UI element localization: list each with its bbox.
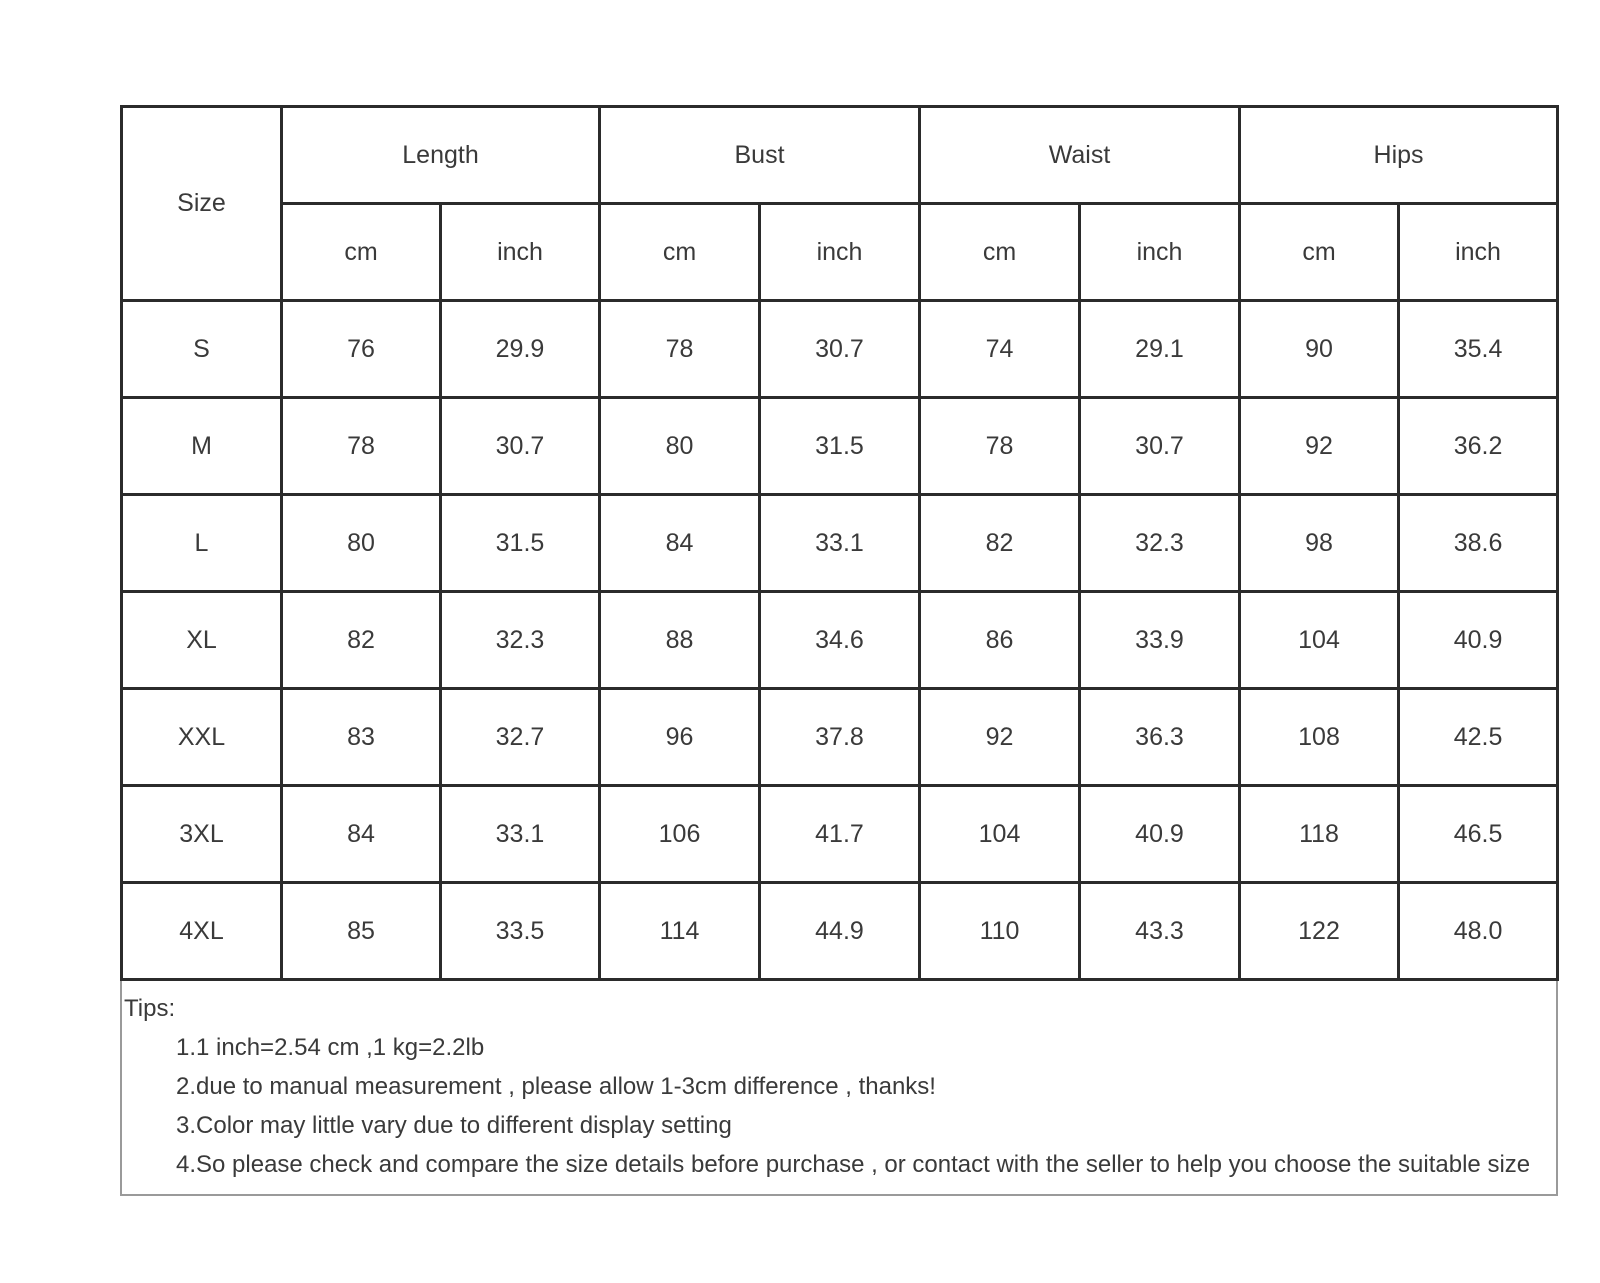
- waist-inch-cell: 29.1: [1080, 301, 1240, 398]
- waist-inch-cell: 36.3: [1080, 689, 1240, 786]
- bust-inch-cell: 41.7: [760, 786, 920, 883]
- table-row: [122, 301, 1558, 398]
- waist-cm-cell: 92: [920, 689, 1080, 786]
- unit-header-cm: cm: [282, 204, 441, 301]
- waist-cm-cell: 78: [920, 398, 1080, 495]
- length-cm-cell: 82: [282, 592, 441, 689]
- bust-inch-cell: 33.1: [760, 495, 920, 592]
- hips-inch-cell: 40.9: [1399, 592, 1558, 689]
- table-row: [122, 398, 1558, 495]
- size-cell: 4XL: [122, 883, 282, 980]
- unit-header-inch: inch: [441, 204, 600, 301]
- hips-cm-cell: 90: [1240, 301, 1399, 398]
- table-row: [122, 786, 1558, 883]
- unit-header-cm: cm: [600, 204, 760, 301]
- size-cell: L: [122, 495, 282, 592]
- length-cm-cell: 80: [282, 495, 441, 592]
- bust-inch-cell: 37.8: [760, 689, 920, 786]
- header-row-groups: [122, 107, 1558, 204]
- tip-line: 1.1 inch=2.54 cm ,1 kg=2.2lb: [176, 1034, 485, 1061]
- size-cell: S: [122, 301, 282, 398]
- hips-inch-cell: 38.6: [1399, 495, 1558, 592]
- hips-inch-cell: 36.2: [1399, 398, 1558, 495]
- size-cell: 3XL: [122, 786, 282, 883]
- length-inch-cell: 33.5: [441, 883, 600, 980]
- waist-inch-cell: 33.9: [1080, 592, 1240, 689]
- size-rows: [122, 301, 1558, 980]
- length-inch-cell: 32.7: [441, 689, 600, 786]
- length-inch-cell: 30.7: [441, 398, 600, 495]
- group-header-bust: Bust: [600, 107, 920, 204]
- bust-inch-cell: 44.9: [760, 883, 920, 980]
- length-cm-cell: 78: [282, 398, 441, 495]
- bust-cm-cell: 114: [600, 883, 760, 980]
- bust-inch-cell: 30.7: [760, 301, 920, 398]
- length-inch-cell: 29.9: [441, 301, 600, 398]
- length-cm-cell: 83: [282, 689, 441, 786]
- group-header-hips: Hips: [1240, 107, 1558, 204]
- unit-header-cm: cm: [920, 204, 1080, 301]
- hips-inch-cell: 42.5: [1399, 689, 1558, 786]
- table-row: [122, 495, 1558, 592]
- bust-cm-cell: 84: [600, 495, 760, 592]
- hips-cm-cell: 92: [1240, 398, 1399, 495]
- hips-cm-cell: 98: [1240, 495, 1399, 592]
- bust-cm-cell: 88: [600, 592, 760, 689]
- tip-line: 2.due to manual measurement , please allow 1-3cm difference , thanks!: [176, 1073, 936, 1100]
- size-table: [120, 105, 1559, 981]
- tips-box: [120, 981, 1558, 1196]
- hips-inch-cell: 46.5: [1399, 786, 1558, 883]
- tip-line: 3.Color may little vary due to different display setting: [176, 1112, 732, 1139]
- bust-cm-cell: 80: [600, 398, 760, 495]
- table-row: [122, 592, 1558, 689]
- waist-cm-cell: 104: [920, 786, 1080, 883]
- hips-inch-cell: 48.0: [1399, 883, 1558, 980]
- hips-cm-cell: 118: [1240, 786, 1399, 883]
- bust-cm-cell: 106: [600, 786, 760, 883]
- header-row-units: [122, 204, 1558, 301]
- table-row: [122, 689, 1558, 786]
- waist-inch-cell: 40.9: [1080, 786, 1240, 883]
- hips-cm-cell: 104: [1240, 592, 1399, 689]
- size-cell: M: [122, 398, 282, 495]
- waist-cm-cell: 74: [920, 301, 1080, 398]
- hips-inch-cell: 35.4: [1399, 301, 1558, 398]
- size-chart: [120, 105, 1556, 1196]
- waist-inch-cell: 32.3: [1080, 495, 1240, 592]
- unit-header-inch: inch: [760, 204, 920, 301]
- tip-line: 4.So please check and compare the size details before purchase , or contact with the seller to help you choose the suitable size: [176, 1151, 1531, 1178]
- hips-cm-cell: 108: [1240, 689, 1399, 786]
- waist-cm-cell: 82: [920, 495, 1080, 592]
- group-header-waist: Waist: [920, 107, 1240, 204]
- hips-cm-cell: 122: [1240, 883, 1399, 980]
- bust-cm-cell: 96: [600, 689, 760, 786]
- length-inch-cell: 32.3: [441, 592, 600, 689]
- length-inch-cell: 31.5: [441, 495, 600, 592]
- waist-cm-cell: 86: [920, 592, 1080, 689]
- bust-inch-cell: 31.5: [760, 398, 920, 495]
- bust-cm-cell: 78: [600, 301, 760, 398]
- table-row: [122, 883, 1558, 980]
- unit-header-inch: inch: [1399, 204, 1558, 301]
- unit-header-inch: inch: [1080, 204, 1240, 301]
- size-cell: XL: [122, 592, 282, 689]
- length-inch-cell: 33.1: [441, 786, 600, 883]
- tips-title: Tips:: [124, 995, 176, 1022]
- length-cm-cell: 76: [282, 301, 441, 398]
- waist-inch-cell: 30.7: [1080, 398, 1240, 495]
- group-header-length: Length: [282, 107, 600, 204]
- bust-inch-cell: 34.6: [760, 592, 920, 689]
- unit-header-cm: cm: [1240, 204, 1399, 301]
- waist-inch-cell: 43.3: [1080, 883, 1240, 980]
- size-header: Size: [122, 107, 282, 301]
- waist-cm-cell: 110: [920, 883, 1080, 980]
- size-cell: XXL: [122, 689, 282, 786]
- length-cm-cell: 85: [282, 883, 441, 980]
- length-cm-cell: 84: [282, 786, 441, 883]
